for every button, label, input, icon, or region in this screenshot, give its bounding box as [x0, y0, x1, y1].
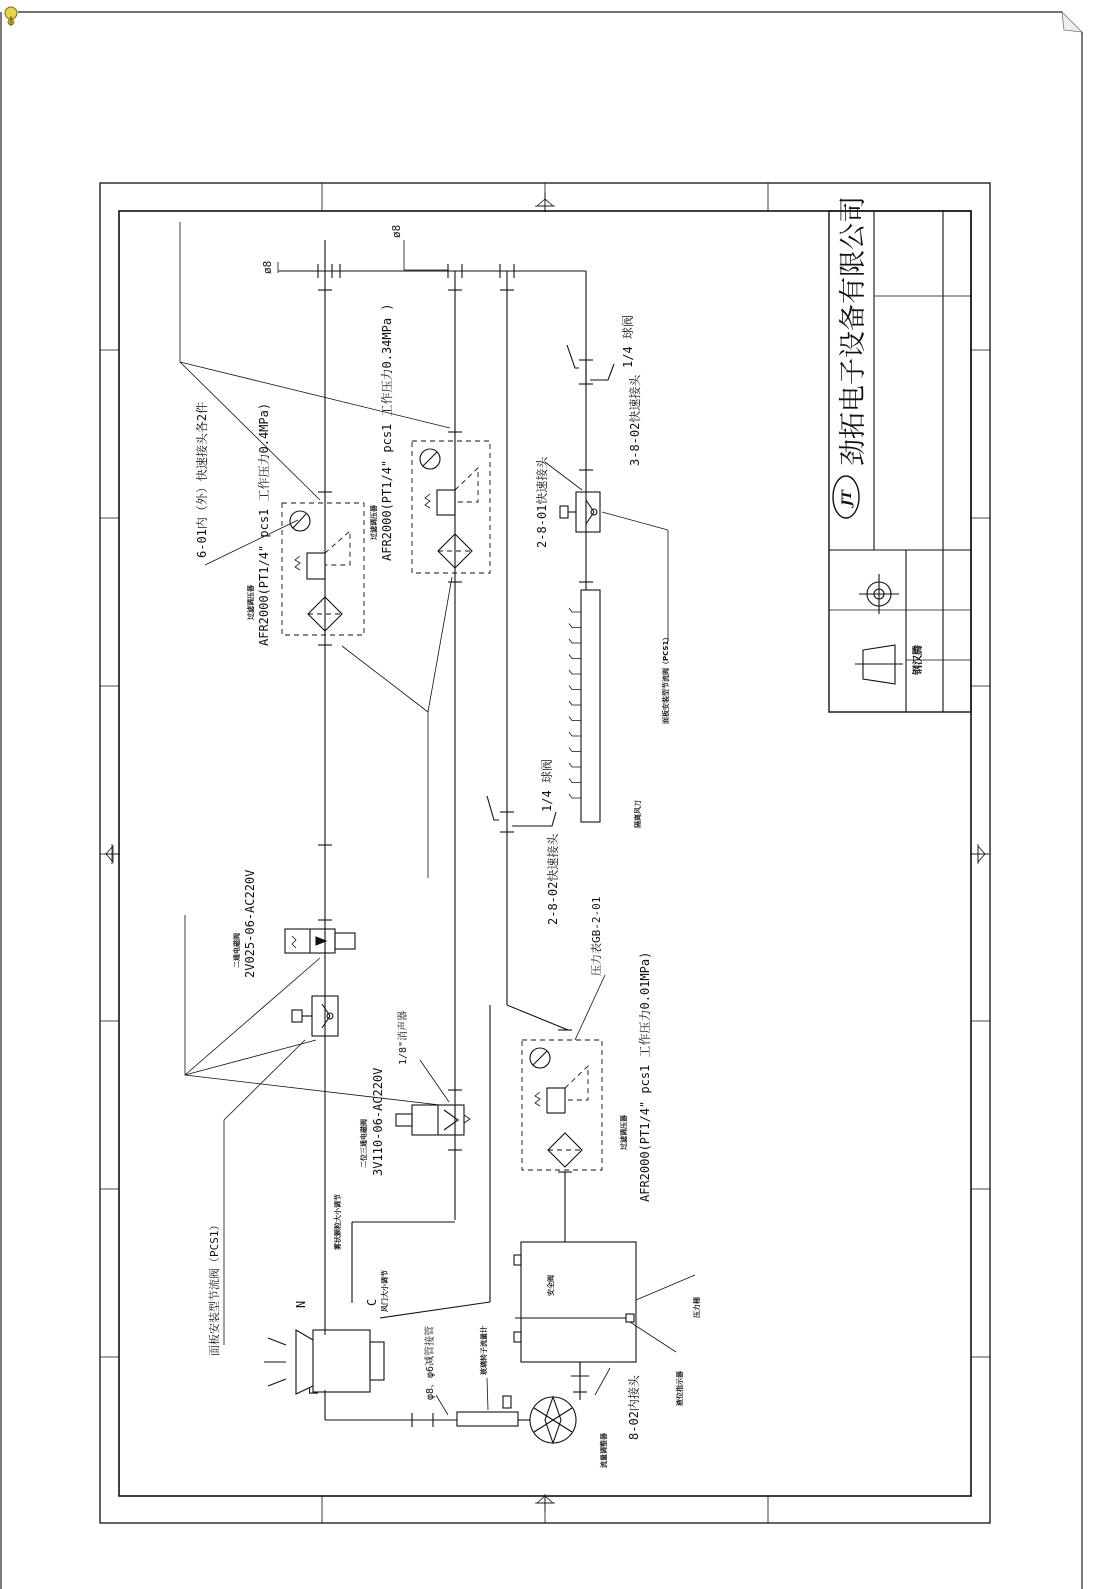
air-knife-tooth: [569, 608, 581, 612]
phi8-label-a: ø8: [261, 260, 274, 274]
afr-mid-model: AFR2000(PT1/4" pcs1 工作压力0.34MPa ): [380, 303, 394, 561]
afr-bottom-name: 过滤调压器: [620, 1115, 628, 1150]
frl-bottom: [522, 1040, 602, 1170]
air-knife-tooth: [569, 639, 581, 643]
air-knife-tooth: [569, 794, 581, 798]
fan-adjust-label: 风门大小调节: [381, 1270, 389, 1312]
safety-valve-label: 安全阀: [547, 1275, 555, 1296]
projection-symbol-icon: [855, 574, 903, 684]
pipe-spec-label: φ8、φ6减管接管: [425, 1325, 436, 1400]
flow-valve-left-label: 面板安装型节流阀（PCS1）: [208, 1219, 221, 1356]
pump-label: 流量调整器: [600, 1433, 608, 1468]
flowmeter-label: 玻璃转子流量计: [480, 1326, 488, 1375]
solenoid-2way: [285, 929, 355, 953]
quick-201-label: 2-8-01快速接头: [535, 456, 549, 548]
quick-302-label: 3-8-02快速接头: [628, 374, 642, 466]
leader-lines: [180, 222, 695, 1415]
svg-text:JT: JT: [840, 490, 855, 506]
afr-top-name: 过滤调压器: [247, 585, 255, 620]
flow-valve-left: [292, 996, 338, 1036]
n-mark: N: [294, 1300, 308, 1308]
pin-icon: [5, 7, 17, 26]
pressure-tank-label: 压力桶: [693, 1297, 701, 1318]
air-knife-tooth: [569, 779, 581, 783]
air-knife-tooth: [569, 624, 581, 628]
quick-202-label: 2-8-02快速接头: [546, 833, 560, 925]
level-indicator-label: 液位指示器: [676, 1371, 684, 1406]
flow-valve-right: [560, 492, 600, 532]
frl-top: [282, 503, 364, 635]
air-knife-label: 隔离风刀: [634, 800, 642, 828]
company-name: 劲拓电子设备有限公司: [838, 196, 869, 466]
air-knife-tooth: [569, 763, 581, 767]
pressure-gauge-label: 压力表GB-2-01: [590, 896, 603, 976]
ball-valve-mid-label: 1/4 球阀: [540, 759, 554, 812]
flow-valve-right-label: 面板安装型节流阀（PCS1）: [662, 633, 670, 724]
spray-adjust-label: 雾状颗粒大小调节: [334, 1194, 342, 1250]
ball-valve-top-icon: [567, 345, 614, 384]
fitting-601-label: 6-01内（外）快速接头各2件: [195, 401, 209, 558]
fitting-802-label: 8-02内接头: [627, 1375, 641, 1440]
ball-valve-top-label: 1/4 球阀: [621, 315, 635, 368]
solenoid-2way-model: 2V025-06-AC220V: [243, 869, 257, 978]
frl-middle: [412, 441, 490, 573]
drawing-title: 钢汉腾: [913, 645, 924, 675]
solenoid-3way: [396, 1105, 470, 1135]
air-knife-tooth: [569, 655, 581, 659]
f-mark: F: [307, 1387, 321, 1395]
solenoid-2way-name: 二通电磁阀: [233, 933, 241, 968]
pressure-tank: [514, 1242, 636, 1376]
phi8-label-b: ø8: [390, 224, 403, 238]
air-knife-tooth: [569, 748, 581, 752]
page-curl-icon: [1062, 12, 1082, 32]
solenoid-3way-model: 3V110-06-AC220V: [371, 1067, 385, 1176]
air-knife-tooth: [569, 670, 581, 674]
company-logo: [833, 476, 859, 518]
air-knife-tooth: [569, 701, 581, 705]
spray-nozzle: [264, 1330, 384, 1394]
silencer-label: 1/8"消声器: [398, 1010, 409, 1065]
air-knife-tooth: [569, 732, 581, 736]
c-mark: C: [365, 1298, 379, 1306]
pump-icon: [530, 1397, 576, 1443]
air-knife-tooth: [569, 686, 581, 690]
solenoid-3way-name: 二位三通电磁阀: [360, 1119, 368, 1168]
afr-bottom-model: AFR2000(PT1/4" pcs1 工作压力0.01MPa): [638, 951, 652, 1202]
afr-mid-name: 过滤调压器: [370, 505, 378, 540]
main-pipes: [278, 240, 586, 1420]
labels: [194, 225, 701, 1468]
air-knife: [569, 590, 600, 822]
afr-top-model: AFR2000(PT1/4" pcs1 工作压力0.4MPa): [257, 402, 271, 646]
air-knife-tooth: [569, 717, 581, 721]
